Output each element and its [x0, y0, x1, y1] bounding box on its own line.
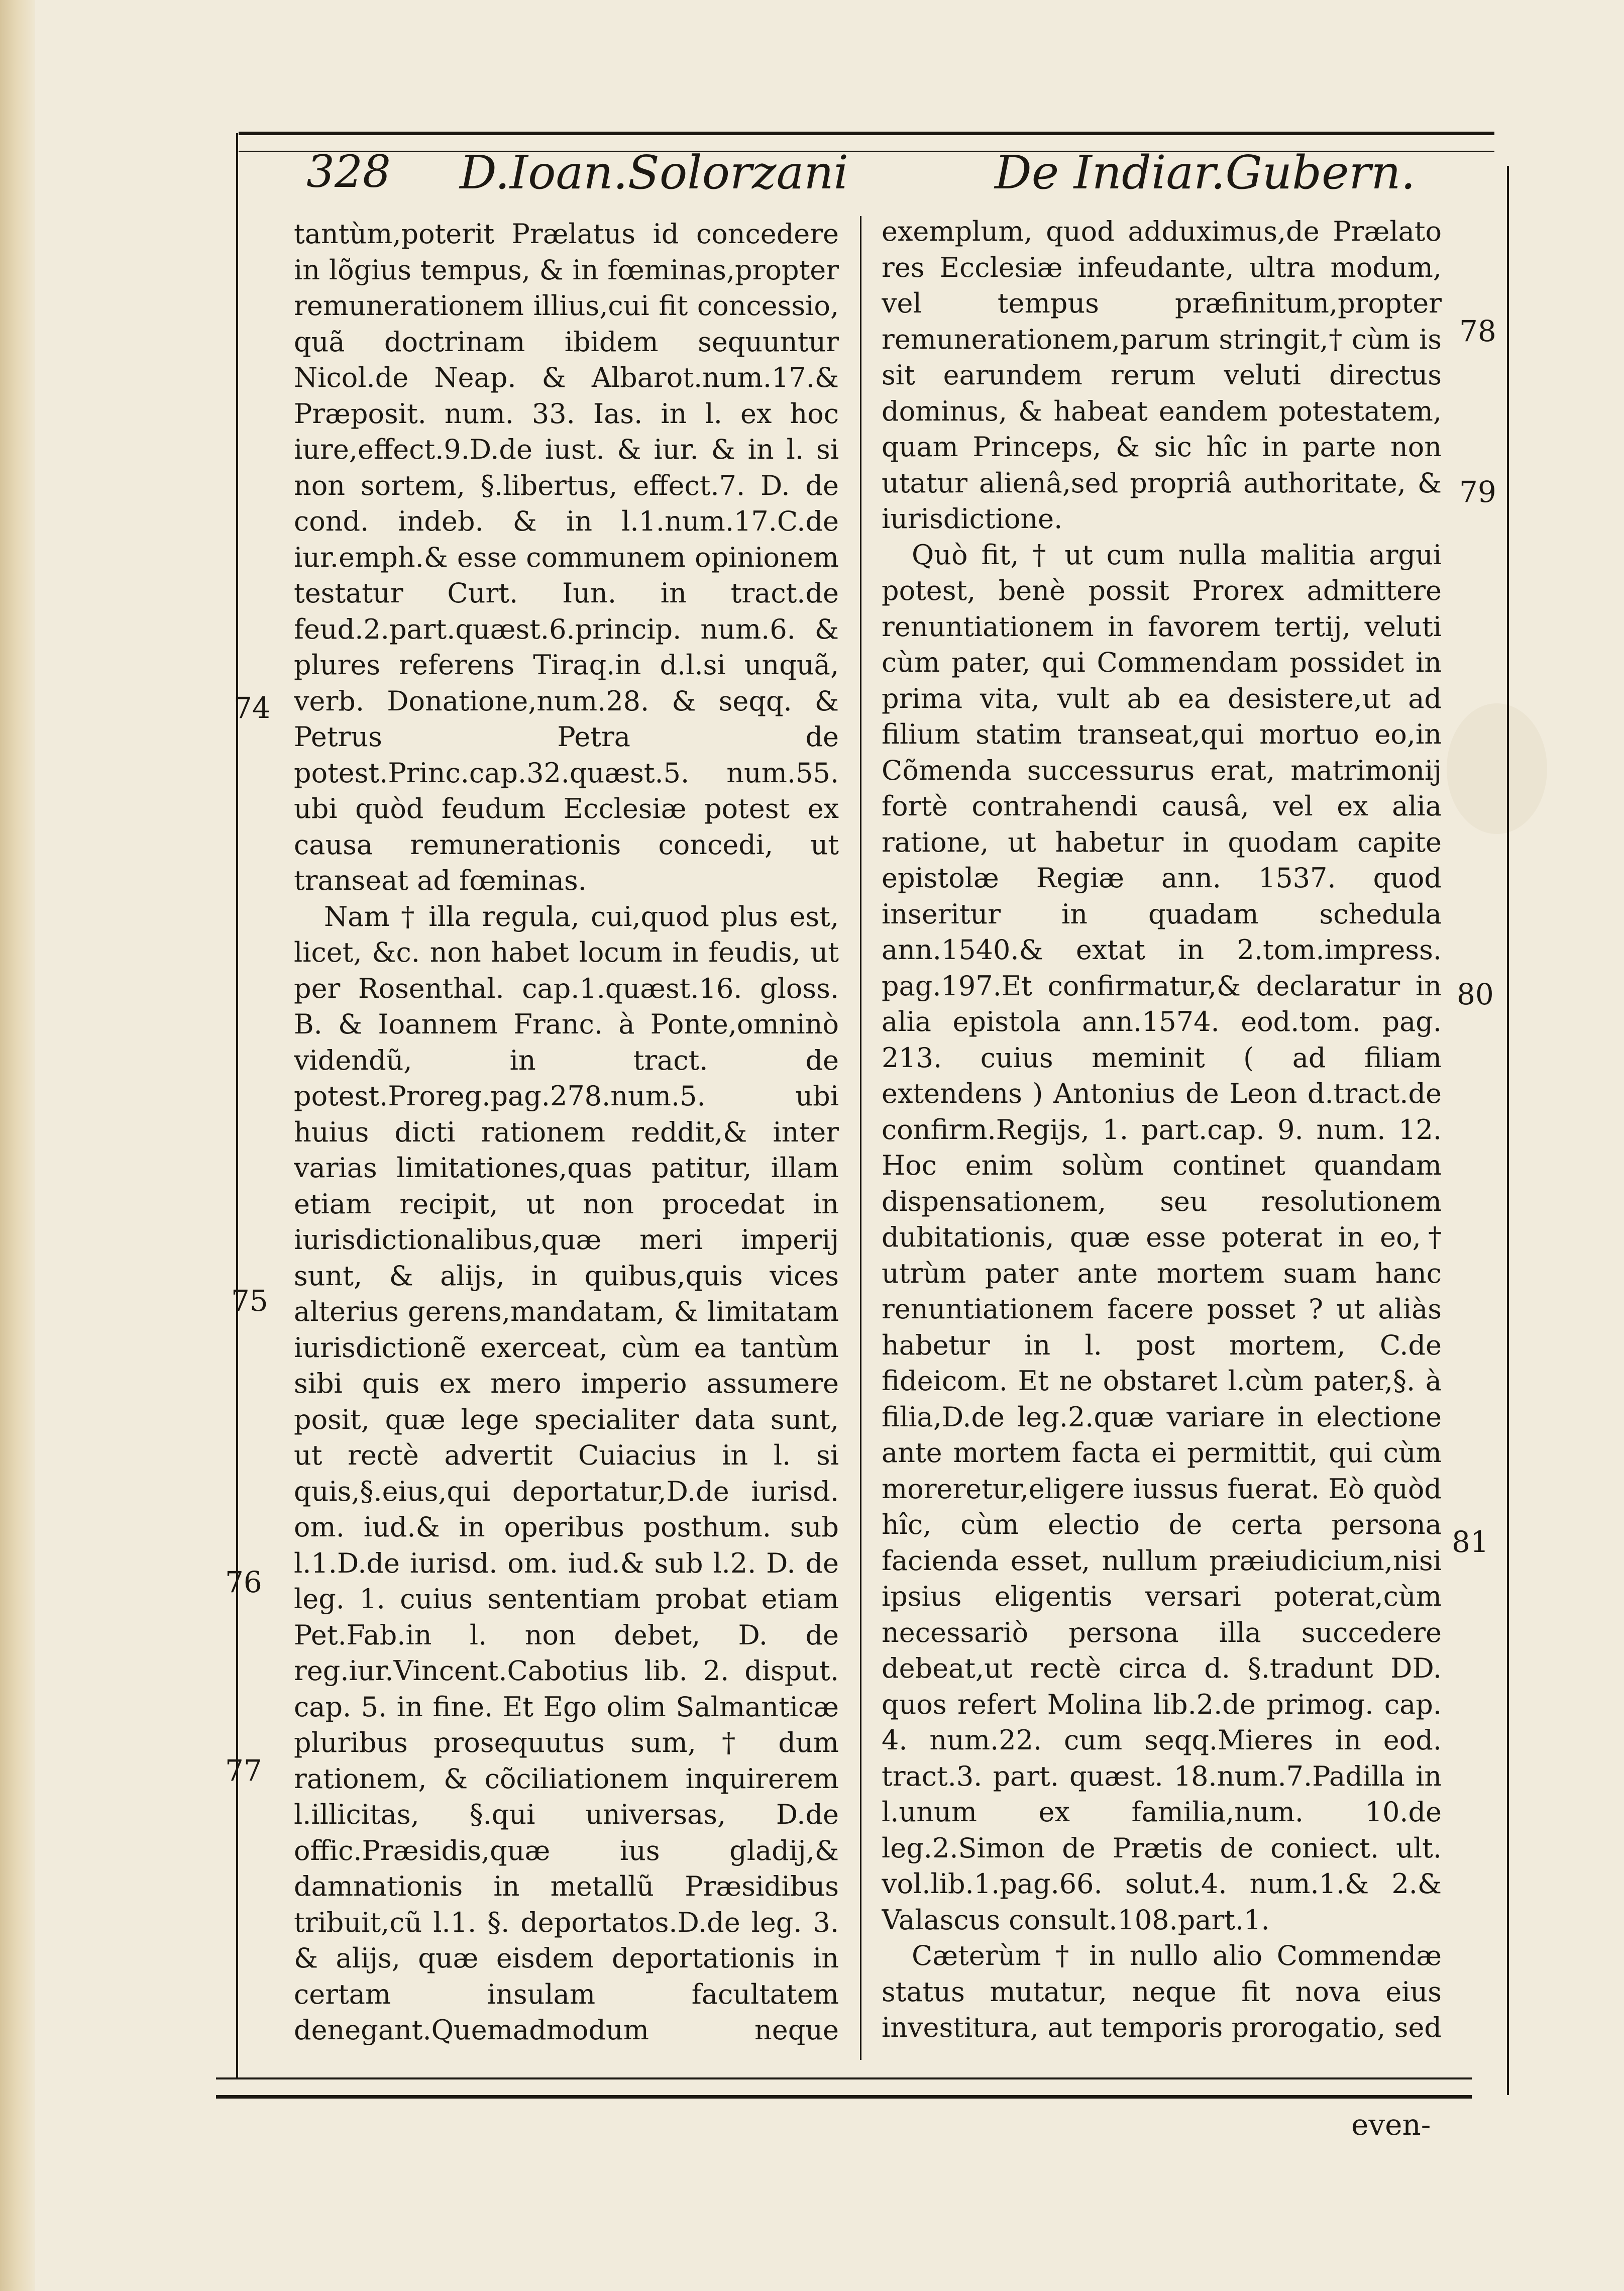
margin-number-79: 79: [1459, 475, 1496, 509]
margin-number-74: 74: [234, 691, 271, 725]
right-paragraph-2: Quò fit, † ut cum nulla malitia argui potest, benè possit Prorex admittere renuntiationem in favorem tertij, veluti cùm pater, qui Commendam possidet in prima vita, vult ab ea desistere,ut ad filium statim transeat,qui mortuo eo,in Cõmenda successurus erat, matrimonij fortè contrahendi causâ, vel ex alia ratione, ut habetur in quodam capite epistolæ Regiæ ann. 1537. quod inseritur in quadam schedula ann.1540.& extat in 2.tom.impress. pag.197.Et confirmatur,& declaratur in alia epistola ann.1574. eod.tom. pag. 213. cuius meminit ( ad filiam extendens ) Antonius de Leon d.tract.de confirm.Regijs, 1. part.cap. 9. num. 12. Hoc enim solùm continet quandam dispensationem, seu resolutionem dubitationis, quæ esse poterat in eo,† utrùm pater ante mortem suam hanc renuntiationem facere posset ? ut aliàs habetur in l. post mortem, C.de fideicom. Et ne obstaret l.cùm pater,§. à filia,D.de leg.2.quæ variare in electione ante mortem facta ei permittit, qui cùm moreretur,eligere iussus fuerat. Eò quòd hîc, cùm electio de certa persona facienda esset, nullum præiudicium,nisi ipsius eligentis versari poterat,cùm necessariò persona illa succedere debeat,ut rectè circa d. §.tradunt DD. quos refert Molina lib.2.de primog. cap. 4. num.22. cum seqq.Mieres in eod. tract.3. part. quæst. 18.num.7.Padilla in l.unum ex familia,num. 10.de leg.2.Simon de Prætis de coniect. ult. vol.lib.1.pag.66. solut.4. num.1.& 2.& Valascus consult.108.part.1.: [882, 539, 1442, 1936]
margin-number-78: 78: [1459, 314, 1496, 348]
margin-number-76: 76: [225, 1565, 262, 1599]
left-paragraph-2: Nam † illa regula, cui,quod plus est, licet, &c. non habet locum in feudis, ut per Rosenthal. cap.1.quæst.16. gloss. B. & Ioannem Franc. à Ponte,omninò videndũ, in tract. de potest.Proreg.pag.278.num.5. ubi huius dicti rationem reddit,& inter varias limitationes,quas patitur, illam etiam recipit, ut non procedat in iurisdictionalibus,quæ meri imperij sunt, & alijs, in quibus,quis vices alterius gerens,mandatam, & limitatam iurisdictionẽ exerceat, cùm ea tantùm sibi quis ex mero imperio assumere posit, quæ lege specialiter data sunt, ut rectè advertit Cuiacius in l. si quis,§.eius,qui deportatur,D.de iurisd. om. iud.& in operibus posthum. sub l.1.D.de iurisd. om. iud.& sub l.2. D. de leg. 1. cuius sententiam probat etiam Pet.Fab.in l. non debet, D. de reg.iur.Vincent.Cabotius lib. 2. disput. cap. 5. in fine. Et Ego olim Salmanticæ pluribus prosequutus sum, † dum rationem, & cõciliationem inquirerem l.illicitas, §.qui universas, D.de offic.Præsidis,quæ ius gladij,& damnationis in metallũ Præsidibus tribuit,cũ l.1. §. deportatos.D.de leg. 3. & alijs, quæ eisdem deportationis in certam insulam facultatem denegant.Quemadmodum neque: [294, 900, 839, 2045]
column-divider: [860, 216, 861, 2060]
catchword: even-: [1351, 2108, 1431, 2142]
right-paragraph-3: Cæterùm † in nullo alio Commendæ status mutatur, neque fit nova eius investitura, aut temporis prorogatio, sed: [882, 1940, 1442, 2042]
right-frame-rule: [1507, 166, 1509, 2095]
left-paragraph-1: tantùm,poterit Prælatus id concedere in lõgius tempus, & in fœminas,propter remunerationem illius,cui fit concessio, quã doctrinam ibidem sequuntur Nicol.de Neap. & Albarot.num.17.& Præposit. num. 33. Ias. in l. ex hoc iure,effect.9.D.de iust. & iur. & in l. si non sortem, §.libertus, effect.7. D. de cond. indeb. & in l.1.num.17.C.de iur.emph.& esse communem opinionem testatur Curt. Iun. in tract.de feud.2.part.quæst.6.princip. num.6. & plures referens Tiraq.in d.l.si unquã, verb. Donatione,num.28. & seqq. & Petrus Petra de potest.Princ.cap.32.quæst.5. num.55. ubi quòd feudum Ecclesiæ potest ex causa remunerationis concedi, ut transeat ad fœminas.: [294, 218, 839, 896]
running-head-right: De Indiar.Gubern.: [995, 146, 1416, 199]
bottom-rule-thick: [216, 2095, 1472, 2099]
left-text-column: [294, 216, 839, 2045]
right-text-column: [882, 214, 1442, 2042]
bottom-rule-thin: [216, 2077, 1472, 2079]
margin-number-80: 80: [1457, 977, 1494, 1011]
paper-stain: [1447, 703, 1547, 834]
top-rule-thick: [239, 132, 1494, 135]
right-paragraph-1: exemplum, quod adduximus,de Prælato res Ecclesiæ infeudante, ultra modum, vel tempus præfinitum,propter remunerationem,parum stringit,† cùm is sit earundem rerum veluti directus dominus, & habeat eandem potestatem, quam Princeps, & sic hîc in parte non utatur alienâ,sed propriâ authoritate, & iurisdictione.: [882, 216, 1442, 535]
margin-number-75: 75: [231, 1284, 268, 1318]
margin-number-77: 77: [225, 1753, 262, 1788]
book-binding-edge: [0, 0, 35, 2291]
running-head-left: D.Ioan.Solorzani: [460, 146, 849, 199]
page-number: 328: [306, 146, 391, 197]
margin-number-81: 81: [1452, 1525, 1489, 1559]
